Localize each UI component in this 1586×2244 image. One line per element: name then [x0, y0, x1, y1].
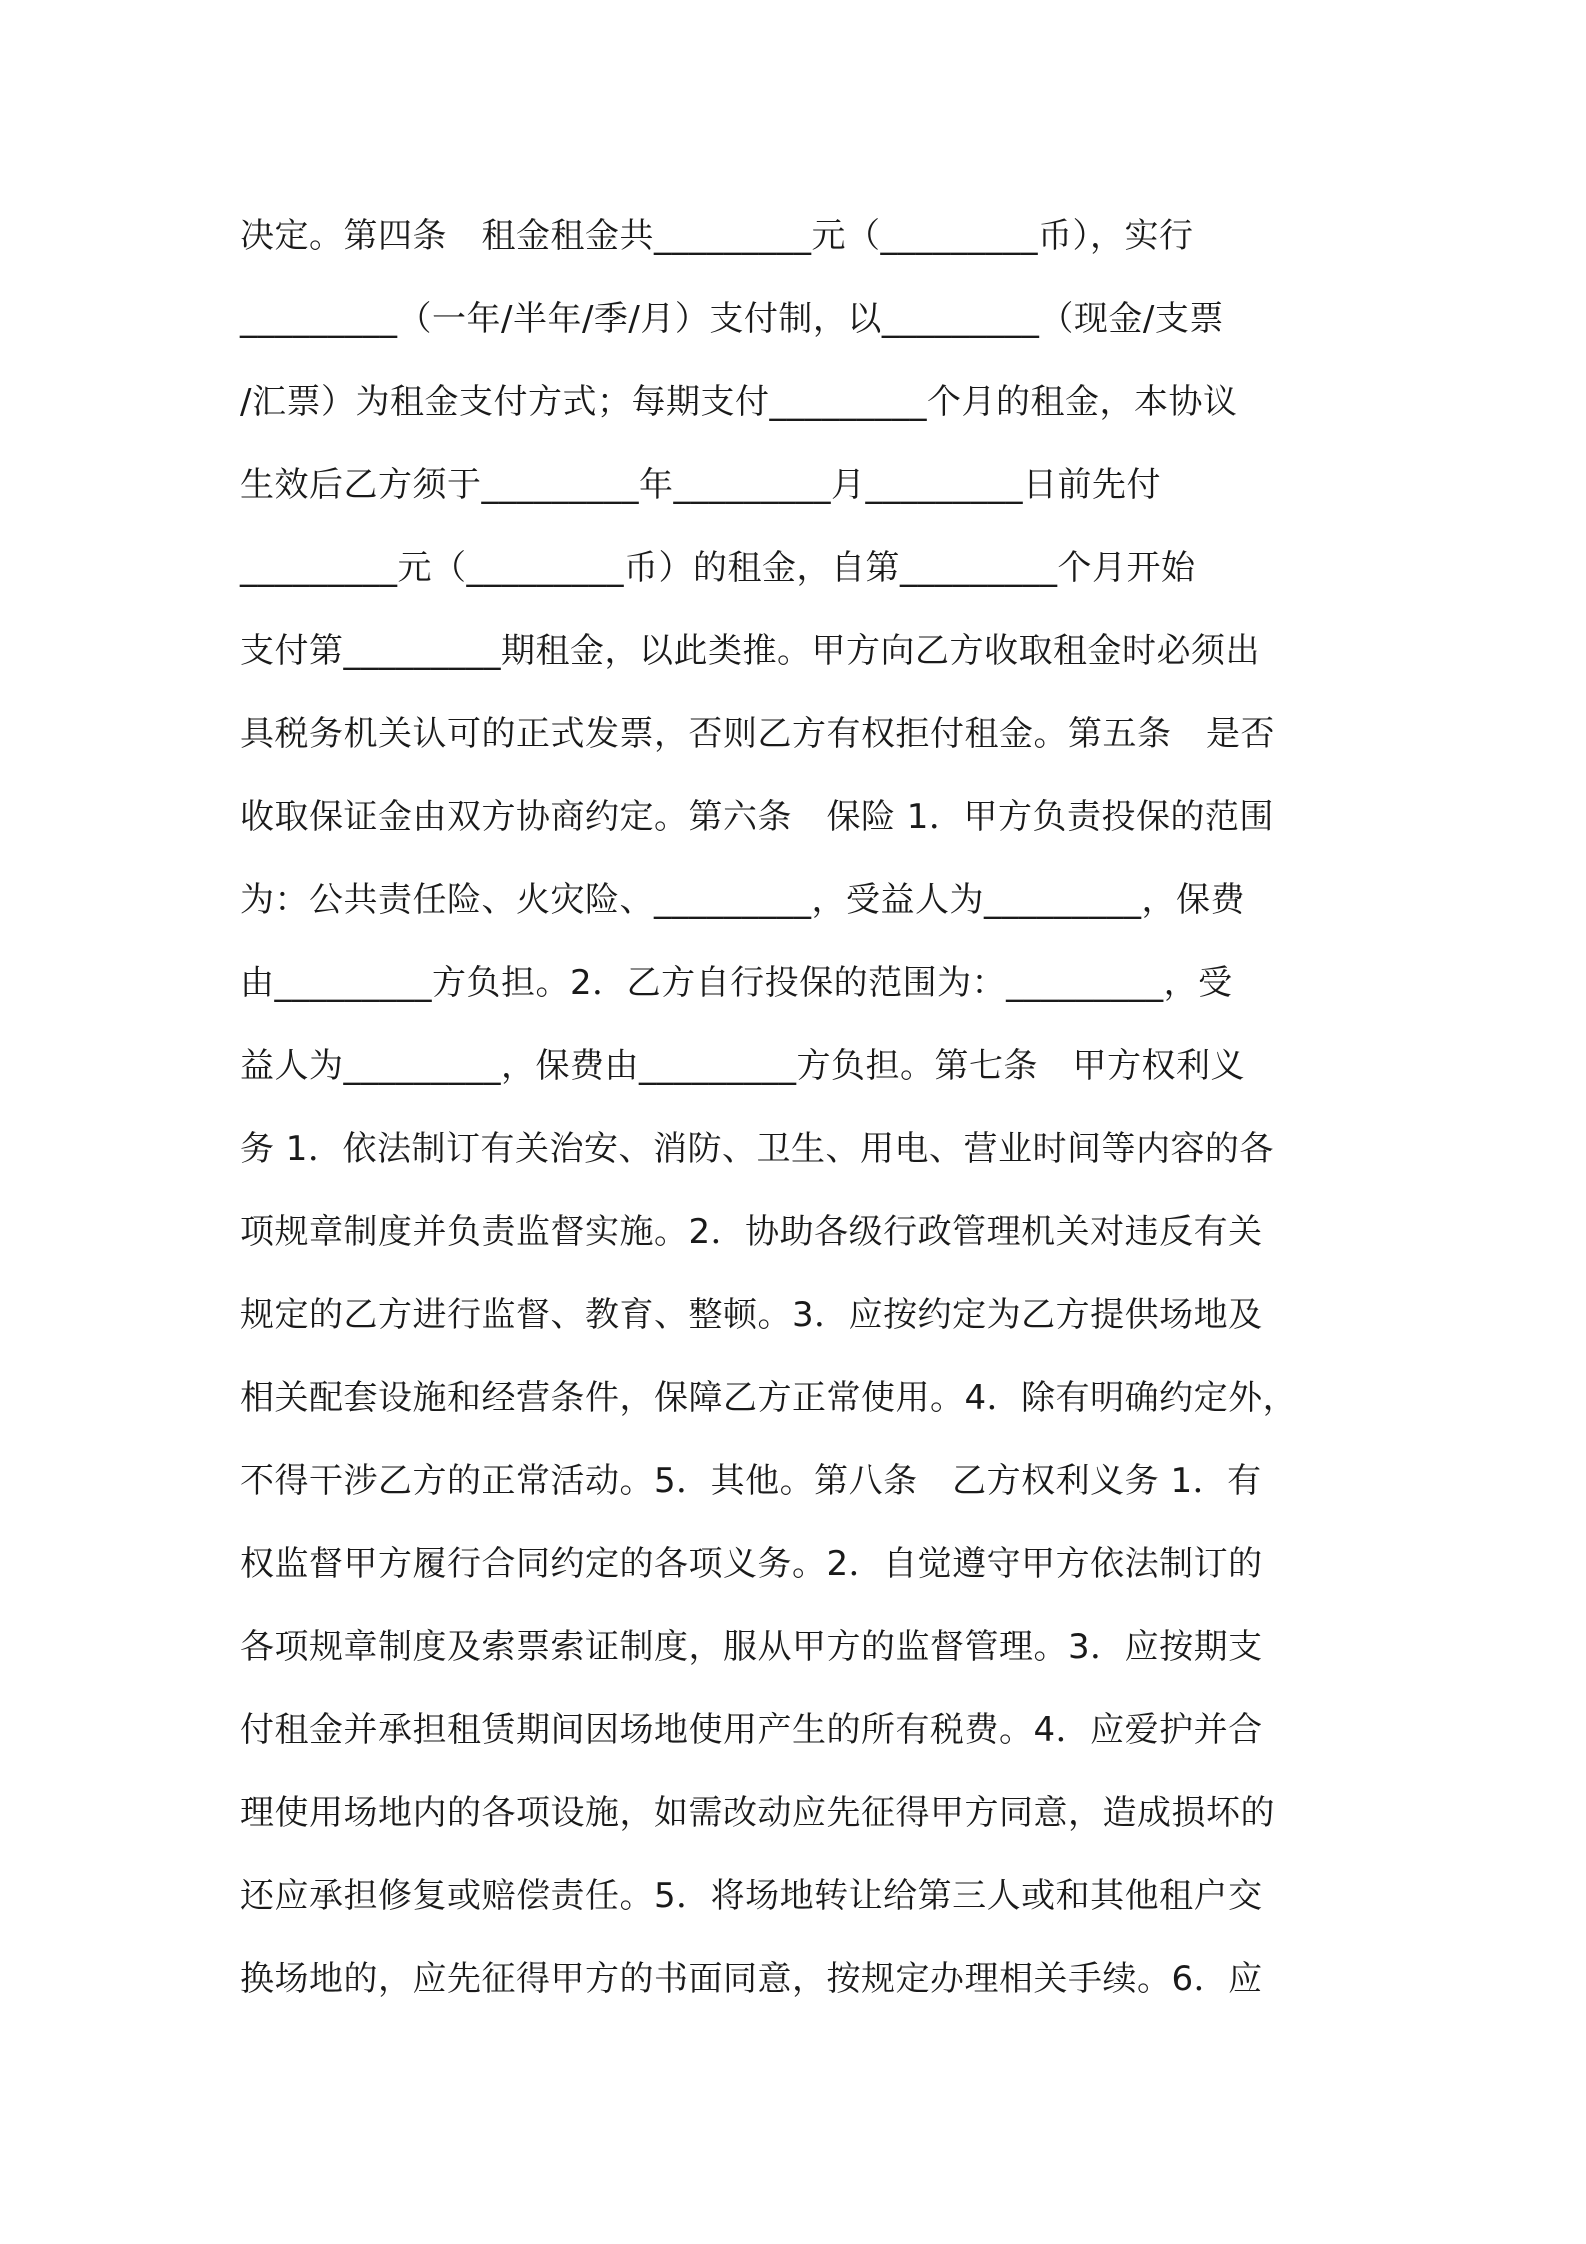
text-line: 换场地的，应先征得甲方的书面同意，按规定办理相关手续。6．应	[240, 1959, 1263, 1999]
text-line: 支付第_________期租金，以此类推。甲方向乙方收取租金时必须出	[240, 631, 1260, 671]
contract-body-text	[240, 195, 1370, 2021]
text-line: 不得干涉乙方的正常活动。5．其他。第八条 乙方权利义务 1．有	[240, 1461, 1262, 1501]
text-line: 具税务机关认可的正式发票，否则乙方有权拒付租金。第五条 是否	[240, 714, 1275, 754]
text-line: 益人为_________，保费由_________方负担。第七条 甲方权利义	[240, 1046, 1245, 1086]
text-line: 还应承担修复或赔偿责任。5．将场地转让给第三人或和其他租户交	[240, 1876, 1263, 1916]
text-line: 付租金并承担租赁期间因场地使用产生的所有税费。4．应爱护并合	[240, 1710, 1263, 1750]
text-line: 相关配套设施和经营条件，保障乙方正常使用。4．除有明确约定外，	[240, 1378, 1298, 1418]
text-line: 收取保证金由双方协商约定。第六条 保险 1．甲方负责投保的范围	[240, 797, 1274, 837]
text-line: /汇票）为租金支付方式；每期支付_________个月的租金，本协议	[240, 382, 1238, 422]
text-line: 项规章制度并负责监督实施。2．协助各级行政管理机关对违反有关	[240, 1212, 1263, 1252]
text-line: 生效后乙方须于_________年_________月_________日前先付	[240, 465, 1161, 505]
text-line: 务 1．依法制订有关治安、消防、卫生、用电、营业时间等内容的各	[240, 1129, 1274, 1169]
text-line: 各项规章制度及索票索证制度，服从甲方的监督管理。3．应按期支	[240, 1627, 1263, 1667]
text-line: 由_________方负担。2．乙方自行投保的范围为：_________，受	[240, 963, 1233, 1003]
text-line: 规定的乙方进行监督、教育、整顿。3．应按约定为乙方提供场地及	[240, 1295, 1263, 1335]
text-line: 理使用场地内的各项设施，如需改动应先征得甲方同意，造成损坏的	[240, 1793, 1275, 1833]
text-line: _________（一年/半年/季/月）支付制，以_________（现金/支票	[240, 299, 1224, 339]
text-line: 权监督甲方履行合同约定的各项义务。2．自觉遵守甲方依法制订的	[240, 1544, 1263, 1584]
text-line: 决定。第四条 租金租金共_________元（_________币），实行	[240, 216, 1194, 256]
text-line: 为：公共责任险、火灾险、_________，受益人为_________，保费	[240, 880, 1245, 920]
text-line: _________元（_________币）的租金，自第_________个月开始	[240, 548, 1196, 588]
